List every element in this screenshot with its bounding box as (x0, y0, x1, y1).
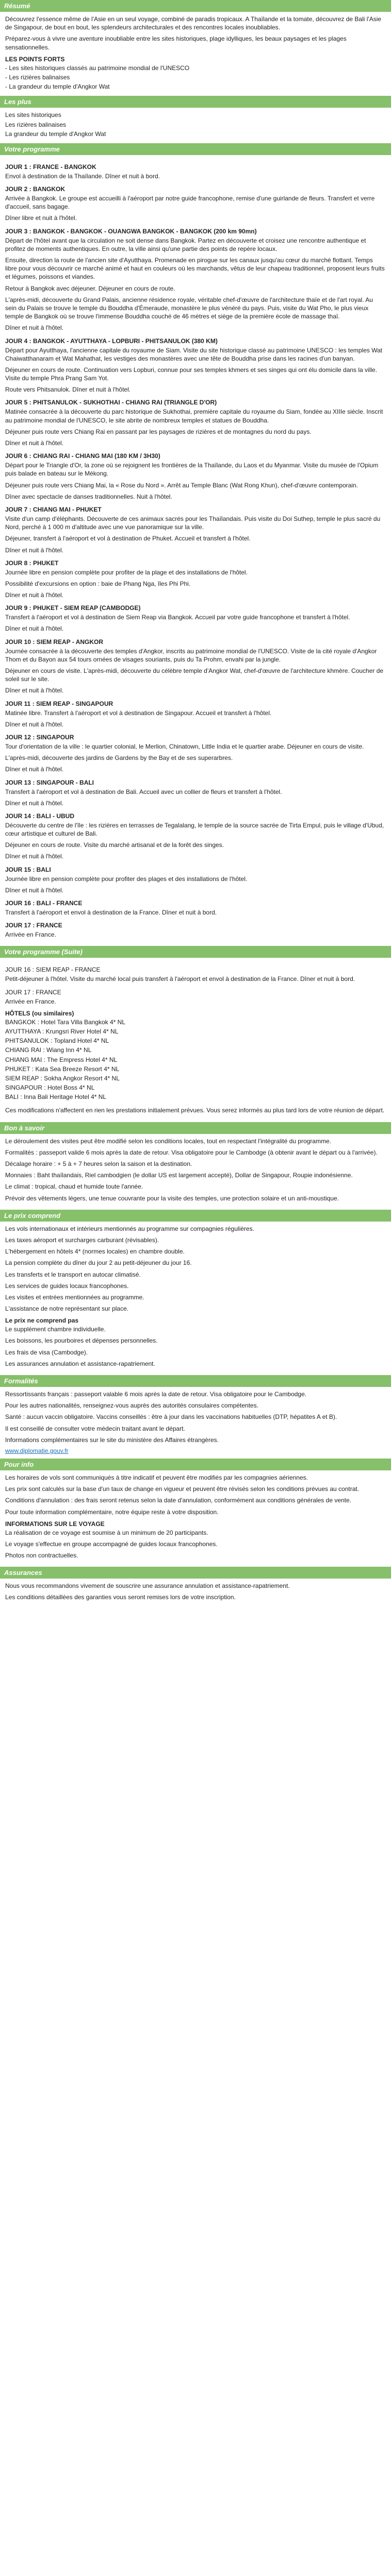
formalites-paragraph: Ressortissants français : passeport valable 6 mois après la date de retour. Visa obligatoire pour le Cambodge. (5, 1391, 307, 1398)
info-paragraph: Conditions d'annulation : des frais seront retenus selon la date d'annulation, conformément aux conditions générales de vente. (5, 1497, 352, 1504)
info-paragraph: Les horaires de vols sont communiqués à titre indicatif et peuvent être modifiés par les compagnies aériennes. (5, 1473, 308, 1481)
paragraph: Préparez-vous à vivre une aventure inoubliable entre les sites historiques, plage idylliques, les beaux paysages et les plages sensationnelles. (5, 35, 347, 51)
assur-paragraph: Nous vous recommandons vivement de souscrire une assurance annulation et assistance-rapatriement. (5, 1582, 290, 1590)
formalites-paragraph: Informations complémentaires sur le site du ministère des Affaires étrangères. (5, 1436, 219, 1444)
formalites-paragraph: Santé : aucun vaccin obligatoire. Vaccins conseillés : être à jour dans les vaccinations habituelles (DTP, hépatites A et B). (5, 1413, 337, 1421)
day-paragraph: Transfert à l'aéroport et vol à destination de Siem Reap via Bangkok. Accueil par votre guide francophone et transfert à l'hôtel. (5, 614, 350, 621)
bon-paragraph: Prévoir des vêtements légers, une tenue couvrante pour la visite des temples, une protection solaire et un anti-moustique. (5, 1194, 339, 1202)
section-tarif (0, 1210, 391, 1375)
info-list (5, 1473, 386, 1516)
tarif-item: L'hébergement en hôtels 4* (normes locales) en chambre double. (5, 1248, 185, 1256)
exclu-item: Les boissons, les pourboires et dépenses personnelles. (5, 1337, 158, 1345)
day-title: JOUR 7 : CHIANG MAI - PHUKET (5, 505, 102, 513)
hotel-item: BALI : Inna Bali Heritage Hotel 4* NL (5, 1093, 107, 1101)
section-title: Formalités (0, 1375, 391, 1387)
exclu-title: Le prix ne comprend pas (5, 1317, 79, 1325)
paragraph: Arrivée en France. (5, 997, 56, 1005)
section-title: Bon à savoir (0, 1122, 391, 1134)
bon-paragraph: Formalités : passeport valide 6 mois après la date de retour. Visa obligatoire pour le Cambodge (à obtenir avant le départ ou à l'arrivée). (5, 1148, 378, 1156)
day-paragraph: Déjeuner, transfert à l'aéroport et vol à destination de Phuket. Accueil et transfert à l'hôtel. (5, 535, 251, 543)
day-title: JOUR 17 : FRANCE (5, 922, 62, 929)
hotel-item: SINGAPOUR : Hotel Boss 4* NL (5, 1084, 95, 1092)
section-formalites (0, 1375, 391, 1459)
tarif-item: Les transferts et le transport en autocar climatisé. (5, 1270, 141, 1278)
bon-paragraph: Le climat : tropical, chaud et humide toute l'année. (5, 1183, 143, 1191)
day-title: JOUR 16 : SIEM REAP - FRANCE (5, 966, 101, 974)
day-paragraph: L'après-midi, découverte des jardins de Gardens by the Bay et de ses superarbres. (5, 754, 233, 762)
section-title: Résumé (0, 0, 391, 12)
day-title: JOUR 13 : SINGAPOUR - BALI (5, 778, 94, 786)
day-paragraph: Matinée libre. Transfert à l'aéroport et vol à destination de Singapour. Accueil et transfert à l'hôtel. (5, 709, 272, 717)
day-paragraph: Dîner avec spectacle de danses traditionnelles. Nuit à l'hôtel. (5, 493, 172, 500)
day-paragraph: Dîner et nuit à l'hôtel. (5, 799, 64, 807)
day-paragraph: Dîner libre et nuit à l'hôtel. (5, 214, 77, 222)
day-paragraph: Dîner et nuit à l'hôtel. (5, 439, 64, 447)
paragraph: Ces modifications n'affectent en rien les prestations initialement prévues. Vous serez informés au plus tard lors de votre réunion de départ. (5, 1107, 385, 1114)
section-plus (0, 96, 391, 143)
final-item: Photos non contractuelles. (5, 1552, 78, 1560)
highlight-item: - Les sites historiques classés au patrimoine mondial de l'UNESCO (5, 64, 190, 72)
section-title: Le prix comprend (0, 1210, 391, 1222)
bon-list (0, 1134, 391, 1210)
plus-item: La grandeur du temple d'Angkor Wat (5, 130, 106, 138)
day-paragraph: Journée libre en pension complète pour profiter des plages et des installations de l'hôtel. (5, 875, 248, 883)
hotel-item: BANGKOK : Hotel Tara Villa Bangkok 4* NL (5, 1018, 126, 1026)
day-paragraph: Déjeuner en cours de route. Visite du marché artisanal et de la forêt des singes. (5, 841, 224, 849)
day-title: JOUR 4 : BANGKOK - AYUTTHAYA - LOPBURI - PHITSANULOK (380 KM) (5, 337, 218, 345)
hotel-item: CHIANG RAI : Wiang Inn 4* NL (5, 1046, 92, 1054)
hotels-title: HÔTELS (ou similaires) (5, 1009, 74, 1017)
day-paragraph: Journée consacrée à la découverte des temples d'Angkor, inscrits au patrimoine mondial de l'UNESCO. Visite de la cité royale d'Angkor Thom et du Bayon aux 54 tours ornées de visages souriants, puis du Ta Prohm, envahi par la jungle. (5, 647, 377, 663)
day-paragraph: Transfert à l'aéroport et vol à destination de Bali. Accueil avec un collier de fleurs et transfert à l'hôtel. (5, 788, 282, 795)
hotels-list (5, 1018, 386, 1101)
day-paragraph: Dîner et nuit à l'hôtel. (5, 720, 64, 728)
hotel-item: CHIANG MAI : The Empress Hotel 4* NL (5, 1056, 118, 1063)
day-title: JOUR 11 : SIEM REAP - SINGAPOUR (5, 700, 113, 707)
day-paragraph: Dîner et nuit à l'hôtel. (5, 625, 64, 633)
paragraph: Découvrez l'essence même de l'Asie en un seul voyage, combiné de paradis tropicaux. A Thaïlande et la tomate, découvrez de Bali l'Asie de Singapour, de bout en bout, les splendeurs architecturales et des rencontres locales inoubliables. (5, 15, 382, 31)
day-title: JOUR 5 : PHITSANULOK - SUKHOTHAI - CHIANG RAI (TRIANGLE D'OR) (5, 399, 217, 406)
tarif-item: L'assistance de notre représentant sur place. (5, 1305, 129, 1313)
info-paragraph: Pour toute information complémentaire, notre équipe reste à votre disposition. (5, 1508, 219, 1516)
plus-item: Les rizières balinaises (5, 121, 67, 128)
day-paragraph: Déjeuner puis route vers Chiang Rai en passant par les paysages de rizières et de montagnes du nord du pays. (5, 428, 312, 435)
highlight-item: - Les rizières balinaises (5, 73, 70, 81)
day-paragraph: Déjeuner puis route vers Chiang Mai, la « Rose du Nord ». Arrêt au Temple Blanc (Wat Rong Khun), chef-d'œuvre contemporain. (5, 481, 358, 489)
tarif-item: Les vols internationaux et intérieurs mentionnés au programme sur compagnies régulières. (5, 1225, 254, 1232)
final-item: Le voyage s'effectue en groupe accompagné de guides locaux francophones. (5, 1540, 218, 1548)
day-paragraph: Découverte du centre de l'île : les rizières en terrasses de Tegalalang, le temple de la source sacrée de Tirta Empul, puis le village d'Ubud, cœur artistique et culturel de Bali. (5, 821, 384, 838)
hotel-item: PHUKET : Kata Sea Breeze Resort 4* NL (5, 1065, 120, 1073)
bon-paragraph: Le déroulement des visites peut être modifié selon les conditions locales, tout en respectant l'intégralité du programme. (5, 1137, 331, 1145)
tarif-item: La pension complète du dîner du jour 2 au petit-déjeuner du jour 16. (5, 1259, 192, 1267)
day-paragraph: Retour à Bangkok avec déjeuner. Déjeuner en cours de route. (5, 284, 175, 292)
info-paragraph: Les prix sont calculés sur la base d'un taux de change en vigueur et peuvent être révisés selon les conditions prévues au contrat. (5, 1485, 360, 1493)
tarif-item: Les taxes aéroport et surcharges carburant (révisables). (5, 1236, 159, 1244)
day-title: JOUR 14 : BALI - UBUD (5, 812, 75, 820)
section-title: Votre programme (Suite) (0, 946, 391, 958)
day-title: JOUR 10 : SIEM REAP - ANGKOR (5, 638, 104, 646)
day-paragraph: Arrivée en France. (5, 931, 56, 939)
formalites-paragraph: Pour les autres nationalités, renseignez-vous auprès des autorités consulaires compétentes. (5, 1402, 258, 1410)
day-paragraph: Départ de l'hôtel avant que la circulation ne soit dense dans Bangkok. Partez en découverte et croisez une rencontre authentique et profitez de moments authentiques. En outre, la ville ainsi qu'une partie des points de repère locaux. (5, 236, 366, 252)
bon-paragraph: Monnaies : Baht thaïlandais, Riel cambodgien (le dollar US est largement accepté), Dollar de Singapour, Roupie indonésienne. (5, 1172, 353, 1179)
day-paragraph: Ensuite, direction la route de l'ancien site d'Ayutthaya. Promenade en pirogue sur les canaux jusqu'au cœur du marché flottant. Temps libre pour vous découvrir ce marché animé et haut en couleurs où les marchands, vêtus de leur chapeau traditionnel, proposent leurs fruits et légumes, poissons et viandes. (5, 257, 385, 281)
final-list (5, 1529, 386, 1560)
exclu-list (5, 1325, 386, 1368)
day-title: JOUR 6 : CHIANG RAI - CHIANG MAI (180 KM / 3H30) (5, 452, 160, 460)
diplomatie-link[interactable]: www.diplomatie.gouv.fr (5, 1447, 69, 1454)
day-paragraph: Dîner et nuit à l'hôtel. (5, 546, 64, 554)
tarif-item: Les services de guides locaux francophones. (5, 1282, 129, 1290)
highlight-item: - La grandeur du temple d'Angkor Wat (5, 83, 110, 91)
day-paragraph: Dîner et nuit à l'hôtel. (5, 591, 64, 599)
tarif-list (5, 1225, 386, 1313)
plus-item: Les sites historiques (5, 111, 61, 119)
section-programme (0, 143, 391, 946)
day-paragraph: Dîner et nuit à l'hôtel. (5, 766, 64, 773)
section-title: Les plus (0, 96, 391, 108)
assur-paragraph: Les conditions détaillées des garanties vous seront remises lors de votre inscription. (5, 1594, 236, 1601)
hotel-item: AYUTTHAYA : Krungsri River Hotel 4* NL (5, 1027, 119, 1035)
formalites-paragraph: Il est conseillé de consulter votre médecin traitant avant le départ. (5, 1425, 185, 1432)
day-paragraph: Dîner et nuit à l'hôtel. (5, 853, 64, 860)
day-title: JOUR 3 : BANGKOK - BANGKOK - OUANGWA BANGKOK - BANGKOK (200 km 90mn) (5, 227, 257, 235)
exclu-item: Les frais de visa (Cambodge). (5, 1348, 88, 1356)
day-paragraph: Déjeuner en cours de route. Continuation vers Lopburi, connue pour ses temples khmers et ses singes qui ont élu domicile dans la ville. Visite du temple Phra Prang Sam Yot. (5, 366, 378, 382)
day-paragraph: Visite d'un camp d'éléphants. Découverte de ces animaux sacrés pour les Thaïlandais. Puis visite du Doi Suthep, temple le plus sacré du Nord, perché à 1 000 m d'altitude avec une vue panoramique sur la ville. (5, 515, 381, 531)
section-resume (0, 0, 391, 96)
day-paragraph: Dîner et nuit à l'hôtel. (5, 324, 64, 332)
day-paragraph: Dîner et nuit à l'hôtel. (5, 886, 64, 894)
day-title: JOUR 17 : FRANCE (5, 988, 61, 996)
day-title: JOUR 12 : SINGAPOUR (5, 733, 74, 741)
day-paragraph: Route vers Phitsanulok. Dîner et nuit à l'hôtel. (5, 386, 131, 394)
final-item: La réalisation de ce voyage est soumise à un minimum de 20 participants. (5, 1529, 208, 1536)
paragraph: Petit-déjeuner à l'hôtel. Visite du marché local puis transfert à l'aéroport et envol à destination de la France. Dîner et nuit à bord. (5, 975, 355, 983)
day-title: JOUR 9 : PHUKET - SIEM REAP (CAMBODGE) (5, 604, 141, 612)
day-paragraph: Tour d'orientation de la ville : le quartier colonial, le Merlion, Chinatown, Little India et le quartier arabe. Déjeuner en cours de visite. (5, 742, 364, 750)
tarif-item: Les visites et entrées mentionnées au programme. (5, 1293, 144, 1301)
day-paragraph: Transfert à l'aéroport et envol à destination de la France. Dîner et nuit à bord. (5, 909, 217, 916)
day-title: JOUR 16 : BALI - FRANCE (5, 900, 83, 907)
section-hotels (0, 946, 391, 1122)
assur-list (0, 1579, 391, 1608)
day-title: JOUR 1 : FRANCE - BANGKOK (5, 163, 96, 171)
day-title: JOUR 15 : BALI (5, 866, 51, 873)
section-info (0, 1459, 391, 1567)
section-title: Assurances (0, 1567, 391, 1579)
exclu-item: Le supplément chambre individuelle. (5, 1326, 106, 1333)
hotel-item: PHITSANULOK : Topland Hotel 4* NL (5, 1037, 109, 1045)
hotel-item: SIEM REAP : Sokha Angkor Resort 4* NL (5, 1074, 120, 1082)
day-paragraph: Matinée consacrée à la découverte du parc historique de Sukhothai, première capitale du royaume du Siam, fondée au XIIIe siècle. Inscrit au patrimoine mondial de l'UNESCO, le site abrite de nombreux temples et statues de Bouddha. (5, 408, 383, 424)
day-paragraph: Départ pour le Triangle d'Or, la zone où se rejoignent les frontières de la Thaïlande, du Laos et du Myanmar. Visite du musée de l'Opium puis balade en bateau sur le Mékong. (5, 462, 379, 478)
day-paragraph: Journée libre en pension complète pour profiter de la plage et des installations de l'hôtel. (5, 568, 248, 576)
day-paragraph: Possibilité d'excursions en option : baie de Phang Nga, îles Phi Phi. (5, 580, 191, 587)
day-paragraph: Dîner et nuit à l'hôtel. (5, 687, 64, 694)
section-assurances (0, 1567, 391, 1608)
bon-paragraph: Décalage horaire : + 5 à + 7 heures selon la saison et la destination. (5, 1160, 192, 1167)
highlights-title: LES POINTS FORTS (5, 55, 65, 63)
day-paragraph: L'après-midi, découverte du Grand Palais, ancienne résidence royale, véritable chef-d'œuvre de l'architecture thaïe et de l'art royal. Au sein du Palais se trouve le temple du Bouddha d'Émeraude, monastère le plus vénéré du pays. Puis, visite du Wat Pho, le plus vieux temple de Bangkok où se trouve l'immense Bouddha couché de 46 mètres et siège de la première école de massage thaï. (5, 296, 373, 320)
exclu-item: Les assurances annulation et assistance-rapatriement. (5, 1360, 155, 1367)
day-paragraph: Déjeuner en cours de visite. L'après-midi, découverte du célèbre temple d'Angkor Wat, chef-d'œuvre de l'architecture khmère. Coucher de soleil sur le site. (5, 667, 384, 683)
day-paragraph: Arrivée à Bangkok. Le groupe est accueilli à l'aéroport par notre guide francophone, remise d'une guirlande de fleurs. Transfert et verre d'accueil, sans bagage. (5, 195, 375, 211)
day-paragraph: Départ pour Ayutthaya, l'ancienne capitale du royaume de Siam. Visite du site historique classé au patrimoine UNESCO : les temples Wat Chaiwatthanaram et Wat Mahathat, les vestiges des monastères avec une tête de Bouddha prise dans les racines d'un banyan. (5, 346, 383, 362)
day-paragraph: Envol à destination de la Thaïlande. Dîner et nuit à bord. (5, 172, 160, 180)
section-bon-a-savoir (0, 1122, 391, 1210)
info-final-title: INFORMATIONS SUR LE VOYAGE (5, 1520, 105, 1528)
day-title: JOUR 8 : PHUKET (5, 559, 59, 567)
days-list (0, 155, 391, 946)
formalites-list (5, 1390, 386, 1444)
section-title: Pour info (0, 1459, 391, 1470)
day-title: JOUR 2 : BANGKOK (5, 185, 66, 193)
section-title: Votre programme (0, 143, 391, 155)
